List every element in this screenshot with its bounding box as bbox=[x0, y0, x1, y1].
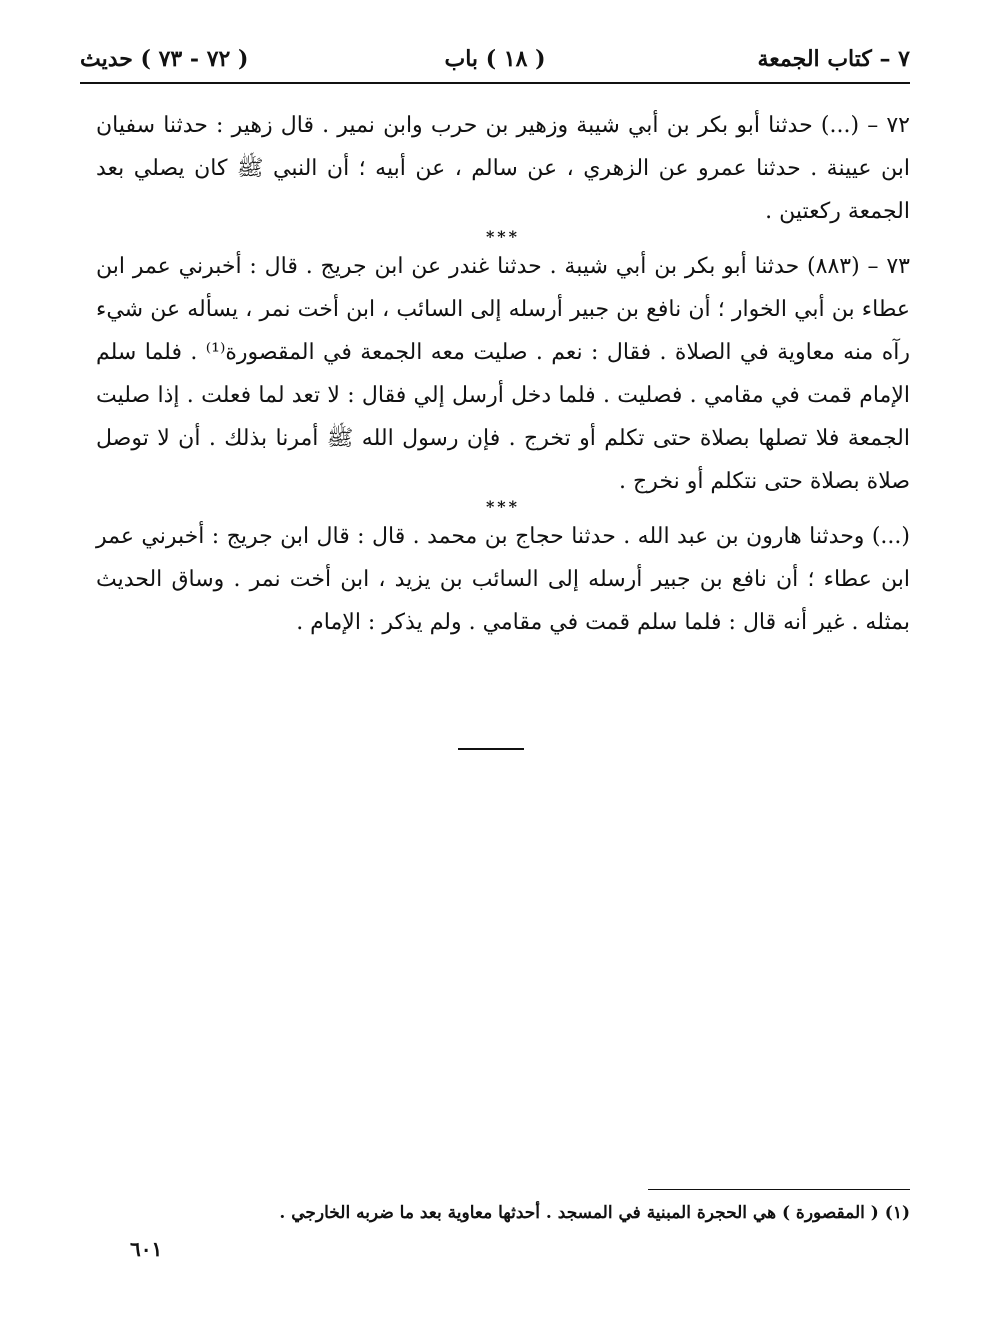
section-end-rule bbox=[458, 748, 524, 750]
chapter-label: ( ١٨ ) باب bbox=[444, 46, 546, 72]
hadith-73-variant bbox=[96, 515, 910, 644]
hadith-73 bbox=[96, 245, 910, 503]
book-title: ٧ – كتاب الجمعة bbox=[757, 46, 910, 72]
hadith-text: (...) وحدثنا هارون بن عبد الله . حدثنا حجاج بن محمد . قال : قال ابن جريج : أخبرني عمر ابن عطاء ؛ أن نافع بن جبير أرسله إلى السائب بن يزيد ، ابن أخت نمر . وساق الحديث بمثله . غير أنه قال : فلما سلم قمت في مقامي . ولم يذكر : الإمام . bbox=[96, 524, 910, 635]
header-rule bbox=[80, 82, 910, 84]
separator-stars: *** bbox=[485, 497, 521, 516]
main-text bbox=[96, 104, 910, 644]
hadith-text: ٧٢ – (...) حدثنا أبو بكر بن أبي شيبة وزهير بن حرب وابن نمير . قال زهير : حدثنا سفيان ابن عيينة . حدثنا عمرو عن الزهري ، عن سالم ، عن أبيه ؛ أن النبي ﷺ كان يصلي بعد الجمعة ركعتين . bbox=[96, 113, 910, 224]
hadith-text: ٧٣ – (٨٨٣) حدثنا أبو بكر بن أبي شيبة . حدثنا غندر عن ابن جريج . قال : أخبرني عمر ابن عطاء بن أبي الخوار ؛ أن نافع بن جبير أرسله إلى السائب ، ابن أخت نمر ، يسأله عن شيء رآه منه معاوية في الصلاة . فقال : نعم . صليت معه الجمعة في المقصورة⁽¹⁾ . فلما سلم الإمام قمت في مقامي . فصليت . فلما دخل أرسل إلي فقال : لا تعد لما فعلت . إذا صليت الجمعة فلا تصلها بصلاة حتى تكلم أو تخرج . فإن رسول الله ﷺ أمرنا بذلك . أن لا توصل صلاة بصلاة حتى نتكلم أو نخرج . bbox=[96, 254, 910, 494]
footnote: (١) ( المقصورة ) هي الحجرة المبنية في المسجد . أحدثها معاوية بعد ما ضربه الخارجي . bbox=[279, 1203, 910, 1223]
running-header bbox=[80, 44, 910, 80]
separator-stars: *** bbox=[485, 227, 521, 246]
hadith-72 bbox=[96, 104, 910, 233]
footnote-rule bbox=[648, 1189, 910, 1190]
hadith-range: ( ٧٢ - ٧٣ ) حديث bbox=[80, 46, 249, 72]
page-number: ٦٠١ bbox=[130, 1237, 163, 1261]
